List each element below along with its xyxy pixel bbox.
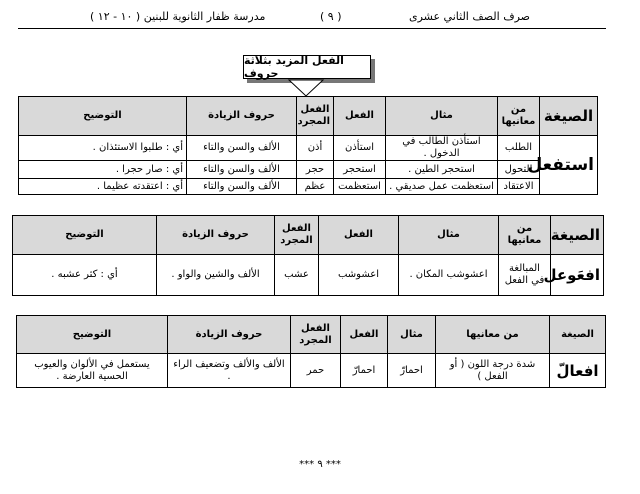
example-cell: استعظمت عمل صديقي . — [386, 179, 498, 195]
verb-cell: احمارّ — [341, 354, 388, 388]
col-explain: التوضيح — [13, 216, 157, 255]
table-ifaal — [16, 315, 606, 388]
col-meanings: من معانيها — [499, 216, 551, 255]
added-cell: الألف والسن والتاء — [187, 161, 297, 179]
added-cell: الألف والسن والتاء — [187, 179, 297, 195]
col-meanings: من معانيها — [436, 316, 550, 354]
col-example: مثال — [388, 316, 436, 354]
col-example: مثال — [386, 97, 498, 136]
example-cell: استحجر الطين . — [386, 161, 498, 179]
bare-cell: عظم — [297, 179, 334, 195]
header-right: صرف الصف الثاني عشرى — [409, 10, 530, 23]
col-explain: التوضيح — [19, 97, 187, 136]
example-cell: استأذن الطالب في الدخول . — [386, 136, 498, 161]
meaning-cell: شدة درجة اللون ( أو الفعل ) — [436, 354, 550, 388]
meaning-cell: الاعتقاد — [498, 179, 540, 195]
verb-cell: اعشوشب — [319, 255, 399, 296]
table-ifawal — [12, 215, 604, 296]
page-footer: *** ٩ *** — [299, 459, 341, 470]
bare-cell: حمر — [291, 354, 341, 388]
col-bare: الفعل المجرد — [275, 216, 319, 255]
example-cell: احمارّ — [388, 354, 436, 388]
added-cell: الألف والسن والتاء — [187, 136, 297, 161]
col-verb: الفعل — [341, 316, 388, 354]
meaning-cell: المبالغة في الفعل — [499, 255, 551, 296]
table-istafal — [18, 96, 598, 195]
explain-cell: أي : صار حجرا . — [19, 161, 187, 179]
table-row — [13, 255, 604, 296]
school-name: مدرسة ظفار الثانوية للبنين ( ١٠ - ١٢ ) — [90, 10, 266, 23]
verb-cell: استأذن — [334, 136, 386, 161]
meaning-cell: التحول — [498, 161, 540, 179]
explain-cell: أي : اعتقدته عظيما . — [19, 179, 187, 195]
verb-cell: استعظمت — [334, 179, 386, 195]
col-explain: التوضيح — [17, 316, 168, 354]
col-form: الصيغة — [540, 97, 598, 136]
col-form: الصيغة — [550, 316, 606, 354]
added-cell: الألف والألف وتضعيف الراء . — [168, 354, 291, 388]
col-meanings: من معانيها — [498, 97, 540, 136]
added-cell: الألف والشين والواو . — [157, 255, 275, 296]
example-cell: اعشوشب المكان . — [399, 255, 499, 296]
form-cell: افعَوعل — [551, 255, 604, 296]
bare-cell: أذن — [297, 136, 334, 161]
col-added: حروف الزيادة — [157, 216, 275, 255]
col-verb: الفعل — [334, 97, 386, 136]
bare-cell: حجر — [297, 161, 334, 179]
col-verb: الفعل — [319, 216, 399, 255]
table-row — [19, 179, 598, 195]
col-added: حروف الزيادة — [187, 97, 297, 136]
header-divider — [18, 28, 606, 29]
col-bare: الفعل المجرد — [297, 97, 334, 136]
col-form: الصيغة — [551, 216, 604, 255]
form-cell: استفعل — [540, 136, 598, 195]
explain-cell: يستعمل في الألوان والعيوب الحسية العارضة . — [17, 354, 168, 388]
table-row — [19, 161, 598, 179]
col-example: مثال — [399, 216, 499, 255]
section-title: الفعل المزيد بثلاثة حروف — [243, 55, 371, 79]
col-bare: الفعل المجرد — [291, 316, 341, 354]
down-arrow-icon — [288, 79, 324, 97]
table-row — [17, 354, 606, 388]
explain-cell: أي : كثر عشبه . — [13, 255, 157, 296]
bare-cell: عشب — [275, 255, 319, 296]
meaning-cell: الطلب — [498, 136, 540, 161]
table-row — [19, 136, 598, 161]
explain-cell: أي : طلبوا الاستئذان . — [19, 136, 187, 161]
col-added: حروف الزيادة — [168, 316, 291, 354]
verb-cell: استحجر — [334, 161, 386, 179]
form-cell: افعالّ — [550, 354, 606, 388]
page-number: ( ٩ ) — [320, 10, 342, 23]
